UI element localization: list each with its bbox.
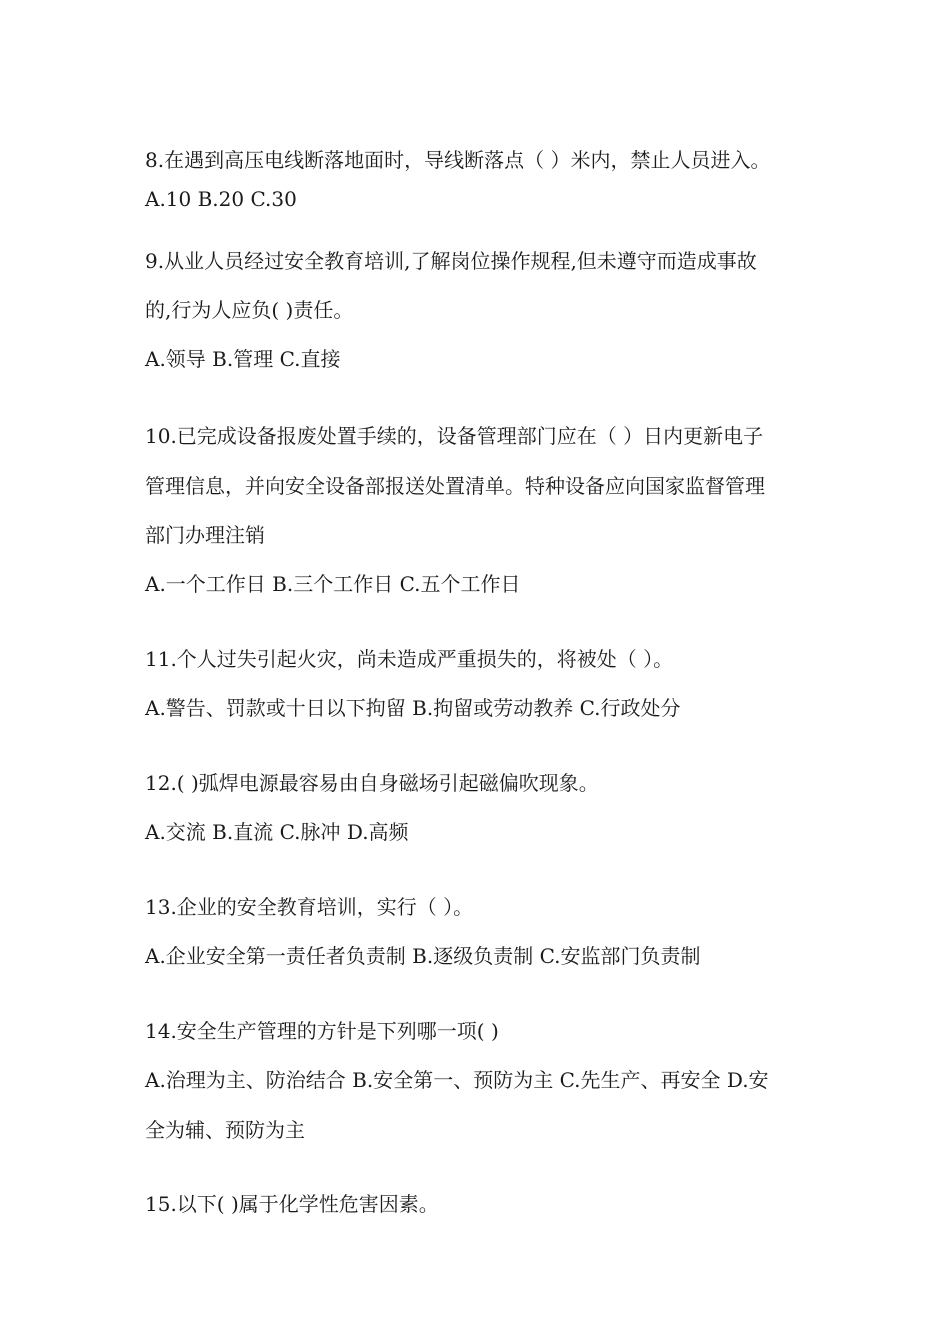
question-9-options: A.领导 B.管理 C.直接 <box>145 347 341 371</box>
question-8-options: A.10 B.20 C.30 <box>145 187 297 211</box>
question-11-options: A.警告、罚款或十日以下拘留 B.拘留或劳动教养 C.行政处分 <box>145 696 681 720</box>
question-10-stem-line-3: 部门办理注销 <box>145 523 265 547</box>
question-9-stem-line-1: 9.从业人员经过安全教育培训,了解岗位操作规程,但未遵守而造成事故 <box>145 249 757 273</box>
question-14-stem-line-1: 14.安全生产管理的方针是下列哪一项( ) <box>145 1019 499 1043</box>
question-14-options-line-2: 全为辅、预防为主 <box>145 1118 305 1142</box>
question-12-stem-line-1: 12.( )弧焊电源最容易由自身磁场引起磁偏吹现象。 <box>145 771 599 795</box>
question-10-options: A.一个工作日 B.三个工作日 C.五个工作日 <box>145 572 521 596</box>
question-13-options: A.企业安全第一责任者负责制 B.逐级负责制 C.安监部门负责制 <box>145 944 701 968</box>
question-9-stem-line-2: 的,行为人应负( )责任。 <box>145 298 354 322</box>
question-8-stem-line-1: 8.在遇到高压电线断落地面时，导线断落点（ ）米内，禁止人员进入。 <box>145 148 771 172</box>
question-11-stem-line-1: 11.个人过失引起火灾，尚未造成严重损失的，将被处（ ）。 <box>145 647 674 671</box>
question-12-options: A.交流 B.直流 C.脉冲 D.高频 <box>145 820 409 844</box>
question-10-stem-line-2: 管理信息，并向安全设备部报送处置清单。特种设备应向国家监督管理 <box>145 474 765 498</box>
question-13-stem-line-1: 13.企业的安全教育培训，实行（ ）。 <box>145 895 474 919</box>
question-10-stem-line-1: 10.已完成设备报废处置手续的，设备管理部门应在（ ）日内更新电子 <box>145 424 764 448</box>
question-15-stem-line-1: 15.以下( )属于化学性危害因素。 <box>145 1192 439 1216</box>
question-14-options-line-1: A.治理为主、防治结合 B.安全第一、预防为主 C.先生产、再安全 D.安 <box>145 1068 769 1092</box>
